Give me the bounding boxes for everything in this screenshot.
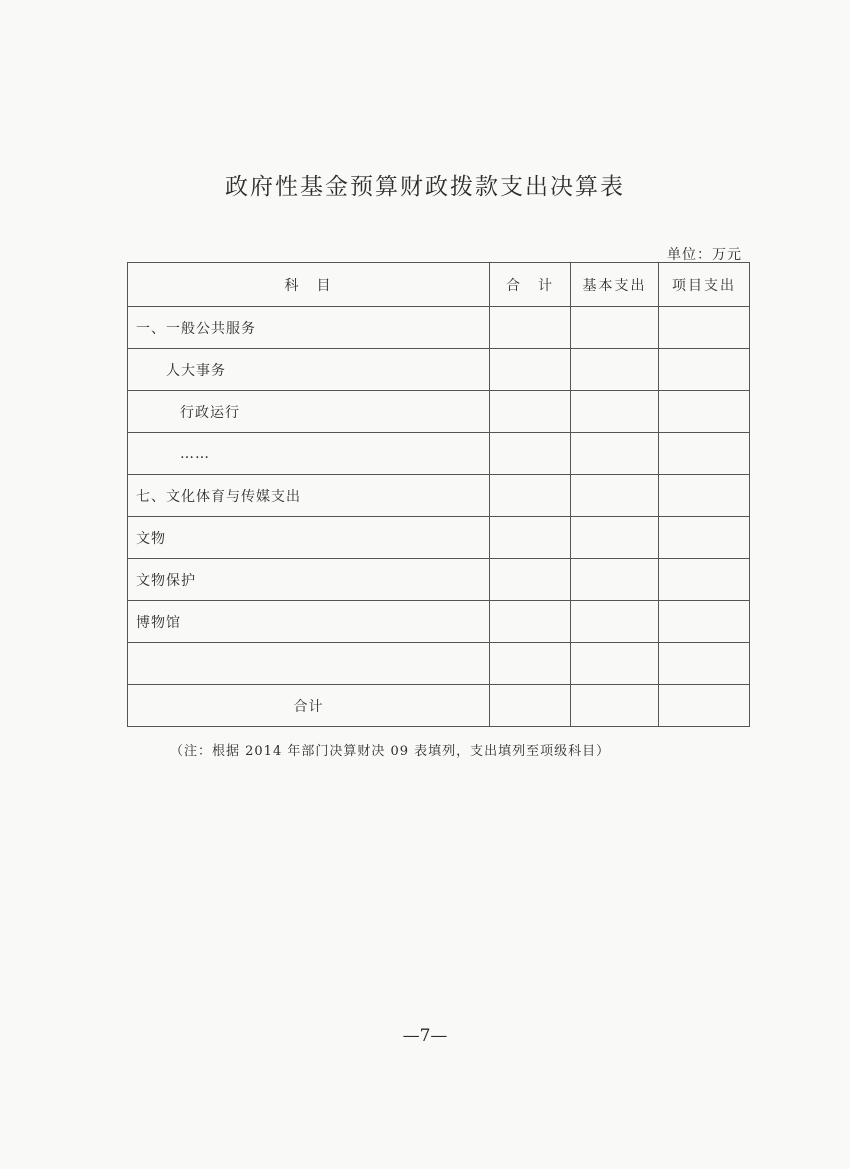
row-label: 博物馆 — [128, 601, 490, 643]
cell-project — [659, 307, 750, 349]
cell-total — [490, 349, 571, 391]
footnote: （注：根据 2014 年部门决算财决 09 表填列，支出填列至项级科目） — [170, 744, 611, 759]
cell-total — [490, 559, 571, 601]
row-label: 文物保护 — [128, 559, 490, 601]
row-label — [128, 643, 490, 685]
row-label: 一、一般公共服务 — [128, 307, 490, 349]
header-basic-expenditure: 基本支出 — [571, 263, 659, 307]
cell-basic — [571, 601, 659, 643]
cell-project — [659, 685, 750, 727]
cell-project — [659, 559, 750, 601]
cell-total — [490, 685, 571, 727]
cell-project — [659, 475, 750, 517]
table-row — [128, 517, 750, 559]
cell-project — [659, 391, 750, 433]
cell-total — [490, 433, 571, 475]
page-number: —7— — [402, 1026, 448, 1046]
cell-basic — [571, 559, 659, 601]
cell-basic — [571, 349, 659, 391]
document-title: 政府性基金预算财政拨款支出决算表 — [225, 174, 625, 200]
cell-basic — [571, 643, 659, 685]
cell-basic — [571, 391, 659, 433]
cell-basic — [571, 685, 659, 727]
cell-total — [490, 601, 571, 643]
header-subject: 科 目 — [128, 263, 490, 307]
cell-total — [490, 391, 571, 433]
table-row — [128, 391, 750, 433]
row-label: 七、文化体育与传媒支出 — [128, 475, 490, 517]
cell-basic — [571, 475, 659, 517]
cell-project — [659, 517, 750, 559]
table-row — [128, 433, 750, 475]
table-row — [128, 559, 750, 601]
cell-total — [490, 517, 571, 559]
cell-basic — [571, 433, 659, 475]
row-label: …… — [128, 433, 490, 475]
table-row — [128, 307, 750, 349]
table-row — [128, 475, 750, 517]
row-label: 行政运行 — [128, 391, 490, 433]
header-total: 合 计 — [490, 263, 571, 307]
cell-project — [659, 601, 750, 643]
table-row — [128, 349, 750, 391]
header-project-expenditure: 项目支出 — [659, 263, 750, 307]
expenditure-table — [127, 262, 750, 727]
cell-total — [490, 307, 571, 349]
cell-project — [659, 433, 750, 475]
unit-label: 单位：万元 — [667, 247, 742, 263]
table-row — [128, 601, 750, 643]
table-header-row — [128, 263, 750, 307]
cell-basic — [571, 307, 659, 349]
cell-project — [659, 349, 750, 391]
table-row — [128, 643, 750, 685]
row-label: 人大事务 — [128, 349, 490, 391]
total-label: 合计 — [128, 685, 490, 727]
cell-project — [659, 643, 750, 685]
cell-total — [490, 475, 571, 517]
cell-basic — [571, 517, 659, 559]
row-label: 文物 — [128, 517, 490, 559]
cell-total — [490, 643, 571, 685]
table-total-row — [128, 685, 750, 727]
